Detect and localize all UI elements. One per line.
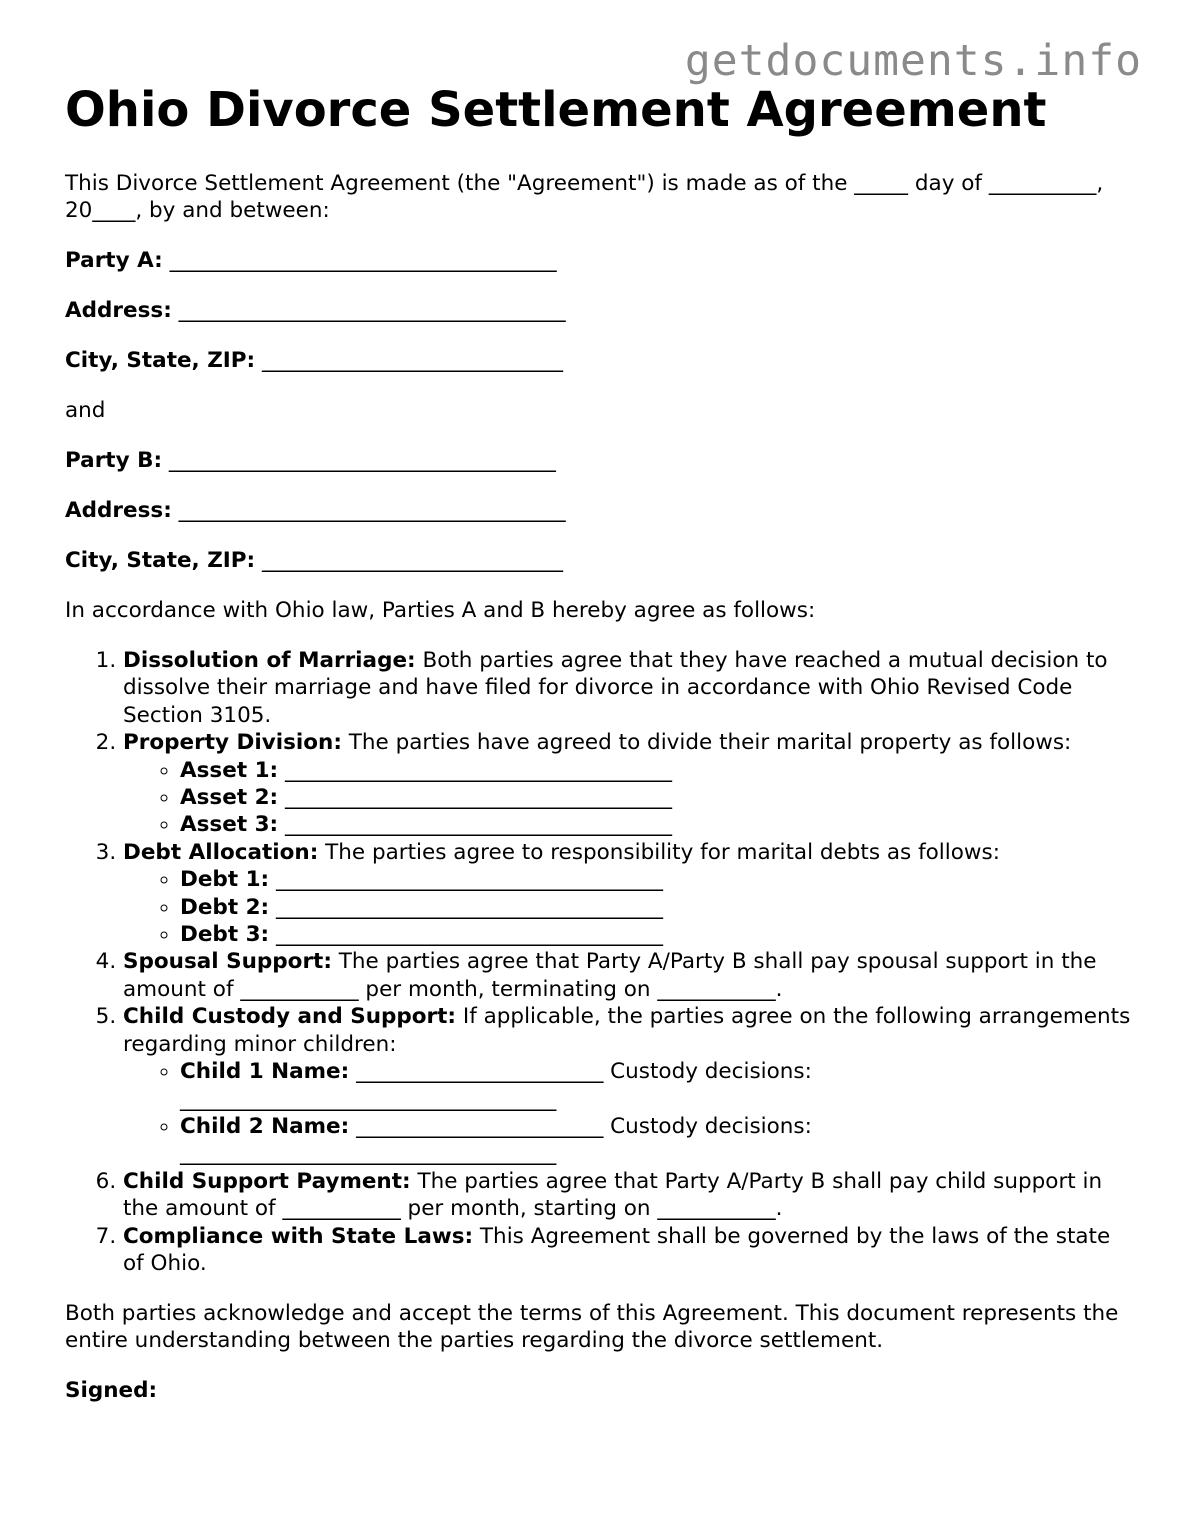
- term-text: The parties have agreed to divide their marital property as follows:: [341, 730, 1072, 756]
- party-b-address-line: ____________________________________: [178, 498, 566, 523]
- list-item: [180, 866, 1135, 893]
- asset-label: Asset 1:: [180, 757, 279, 783]
- debt-line: ____________________________________: [269, 894, 663, 920]
- term-text: The parties agree that Party A/Party B shall pay child support in the amount of ___________ per month, starting on ___________.: [123, 1168, 1103, 1222]
- asset-line: ____________________________________: [278, 812, 672, 838]
- asset-label: Asset 3:: [180, 812, 279, 838]
- term-text: If applicable, the parties agree on the following arrangements regarding minor children:: [123, 1004, 1131, 1057]
- term-property-division: [123, 729, 1135, 839]
- term-label: Compliance with State Laws:: [123, 1223, 474, 1249]
- party-a-address-label: Address:: [65, 298, 172, 323]
- party-a-name-field: [65, 247, 1135, 274]
- term-text: This Agreement shall be governed by the laws of the state of Ohio.: [123, 1223, 1111, 1276]
- debt-list: [123, 866, 1135, 948]
- party-b-address-field: [65, 497, 1135, 524]
- asset-list: [123, 757, 1135, 839]
- closing-paragraph: Both parties acknowledge and accept the terms of this Agreement. This document represents the entire understanding between the parties regarding the divorce settlement.: [65, 1301, 1119, 1354]
- child-label: Child 1 Name:: [180, 1059, 350, 1085]
- asset-line: ____________________________________: [278, 757, 672, 783]
- party-a-city-label: City, State, ZIP:: [65, 348, 256, 373]
- term-label: Debt Allocation:: [123, 839, 319, 865]
- party-b-city-line: ____________________________: [262, 548, 563, 573]
- party-a-name-label: Party A:: [65, 248, 163, 273]
- party-a-name-line: ____________________________________: [169, 248, 557, 273]
- term-label: Child Support Payment:: [123, 1168, 411, 1194]
- child-line: _______________________ Custody decisions: ___________________________________: [180, 1113, 812, 1167]
- debt-line: ____________________________________: [269, 922, 663, 948]
- asset-label: Asset 2:: [180, 785, 279, 811]
- asset-line: ____________________________________: [278, 785, 672, 811]
- party-b-name-field: [65, 447, 1135, 474]
- debt-label: Debt 1:: [180, 867, 270, 893]
- term-text: The parties agree that Party A/Party B shall pay spousal support in the amount of ___________ per month, terminating on ___________.: [123, 949, 1097, 1002]
- child-label: Child 2 Name:: [180, 1113, 350, 1139]
- child-line: _______________________ Custody decisions: ___________________________________: [180, 1059, 812, 1112]
- and-text: and: [65, 398, 106, 423]
- term-dissolution: [123, 647, 1135, 729]
- document-page: [65, 80, 1135, 1404]
- term-debt-allocation: [123, 839, 1135, 949]
- list-item: [180, 757, 1135, 784]
- term-child-custody: [123, 1003, 1135, 1167]
- page-title: Ohio Divorce Settlement Agreement: [65, 82, 1047, 138]
- party-b-name-line: ____________________________________: [168, 448, 556, 473]
- list-item: [180, 811, 1135, 838]
- debt-label: Debt 2:: [180, 894, 270, 920]
- term-text: Both parties agree that they have reached a mutual decision to dissolve their marriage and have filed for divorce in accordance with Ohio Revised Code Section 3105.: [123, 648, 1108, 728]
- term-label: Dissolution of Marriage:: [123, 648, 416, 673]
- debt-label: Debt 3:: [180, 922, 270, 948]
- signed-label: Signed:: [65, 1378, 158, 1404]
- party-a-city-field: [65, 347, 1135, 374]
- list-item: [180, 1058, 1135, 1113]
- party-b-city-field: [65, 547, 1135, 574]
- term-child-support-payment: [123, 1168, 1135, 1223]
- party-a-address-line: ____________________________________: [178, 298, 566, 323]
- children-list: [123, 1058, 1135, 1168]
- party-b-name-label: Party B:: [65, 448, 163, 473]
- intro-paragraph: This Divorce Settlement Agreement (the "Agreement") is made as of the _____ day of __________, 20____, by and between:: [65, 171, 1104, 223]
- debt-line: ____________________________________: [269, 867, 663, 893]
- accordance-text: In accordance with Ohio law, Parties A and B hereby agree as follows:: [65, 598, 816, 623]
- list-item: [180, 894, 1135, 921]
- term-compliance: [123, 1223, 1135, 1278]
- party-b-address-label: Address:: [65, 498, 172, 523]
- watermark: getdocuments.info: [684, 36, 1142, 86]
- party-b-city-label: City, State, ZIP:: [65, 548, 256, 573]
- term-label: Child Custody and Support:: [123, 1004, 457, 1030]
- party-a-address-field: [65, 297, 1135, 324]
- term-spousal-support: [123, 948, 1135, 1003]
- list-item: [180, 1113, 1135, 1168]
- terms-list: [65, 647, 1135, 1277]
- list-item: [180, 921, 1135, 948]
- list-item: [180, 784, 1135, 811]
- term-text: The parties agree to responsibility for marital debts as follows:: [318, 839, 1000, 865]
- term-label: Property Division:: [123, 730, 342, 756]
- party-a-city-line: ____________________________: [262, 348, 563, 373]
- term-label: Spousal Support:: [123, 949, 332, 975]
